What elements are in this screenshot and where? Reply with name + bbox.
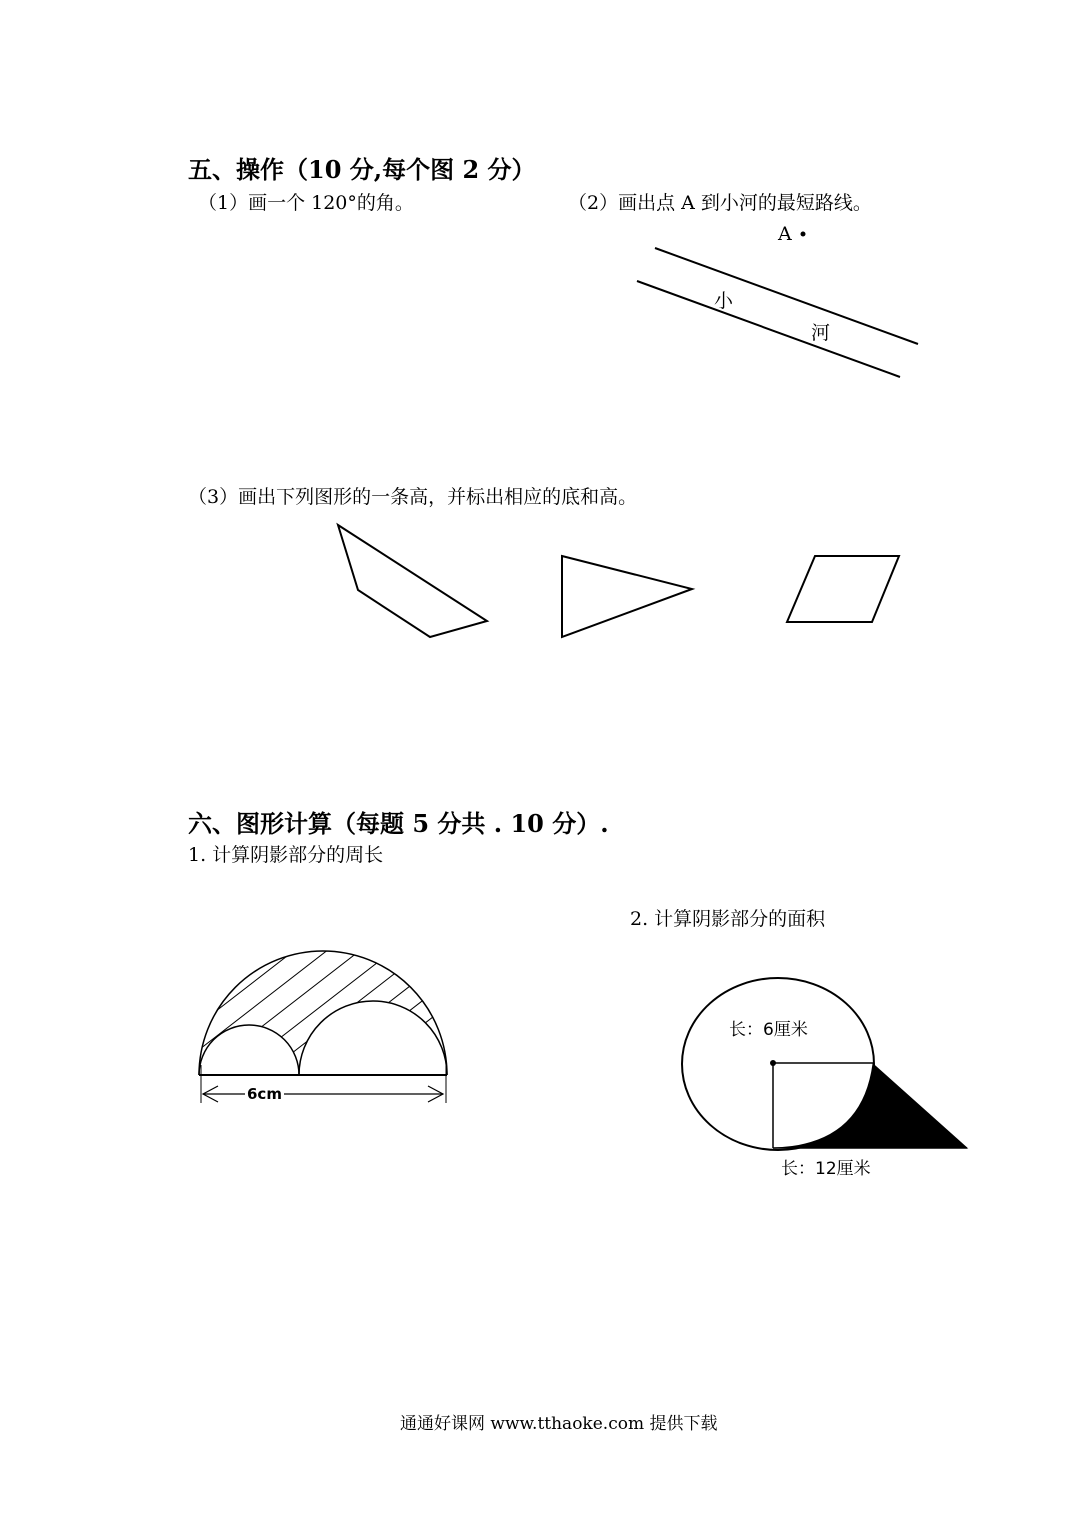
river-label-2: 河 — [811, 322, 831, 344]
footer-text: 通通好课网 www.tthaoke.com 提供下载 — [400, 1414, 718, 1434]
dimension-bottom-label: 长：12厘米 — [781, 1159, 871, 1179]
question-5-3: （3）画出下列图形的一条高，并标出相应的底和高。 — [188, 486, 638, 508]
question-5-2: （2）画出点 A 到小河的最短路线。 — [568, 192, 872, 214]
river-label-1: 小 — [714, 290, 734, 312]
center-dot — [770, 1060, 776, 1066]
question-6-2: 2. 计算阴影部分的面积 — [630, 908, 826, 930]
dimension-6cm-label: 6cm — [247, 1085, 282, 1103]
section-6-title: 六、图形计算（每题 5 分共 . 10 分）. — [188, 809, 609, 838]
dimension-top-label: 长：6厘米 — [729, 1020, 808, 1040]
point-a-label: A — [778, 223, 792, 245]
section-5-title: 五、操作（10 分,每个图 2 分） — [188, 155, 536, 184]
question-5-1: （1）画一个 120°的角。 — [198, 192, 414, 214]
shaded-region — [773, 1064, 967, 1148]
question-6-1: 1. 计算阴影部分的周长 — [188, 844, 384, 866]
